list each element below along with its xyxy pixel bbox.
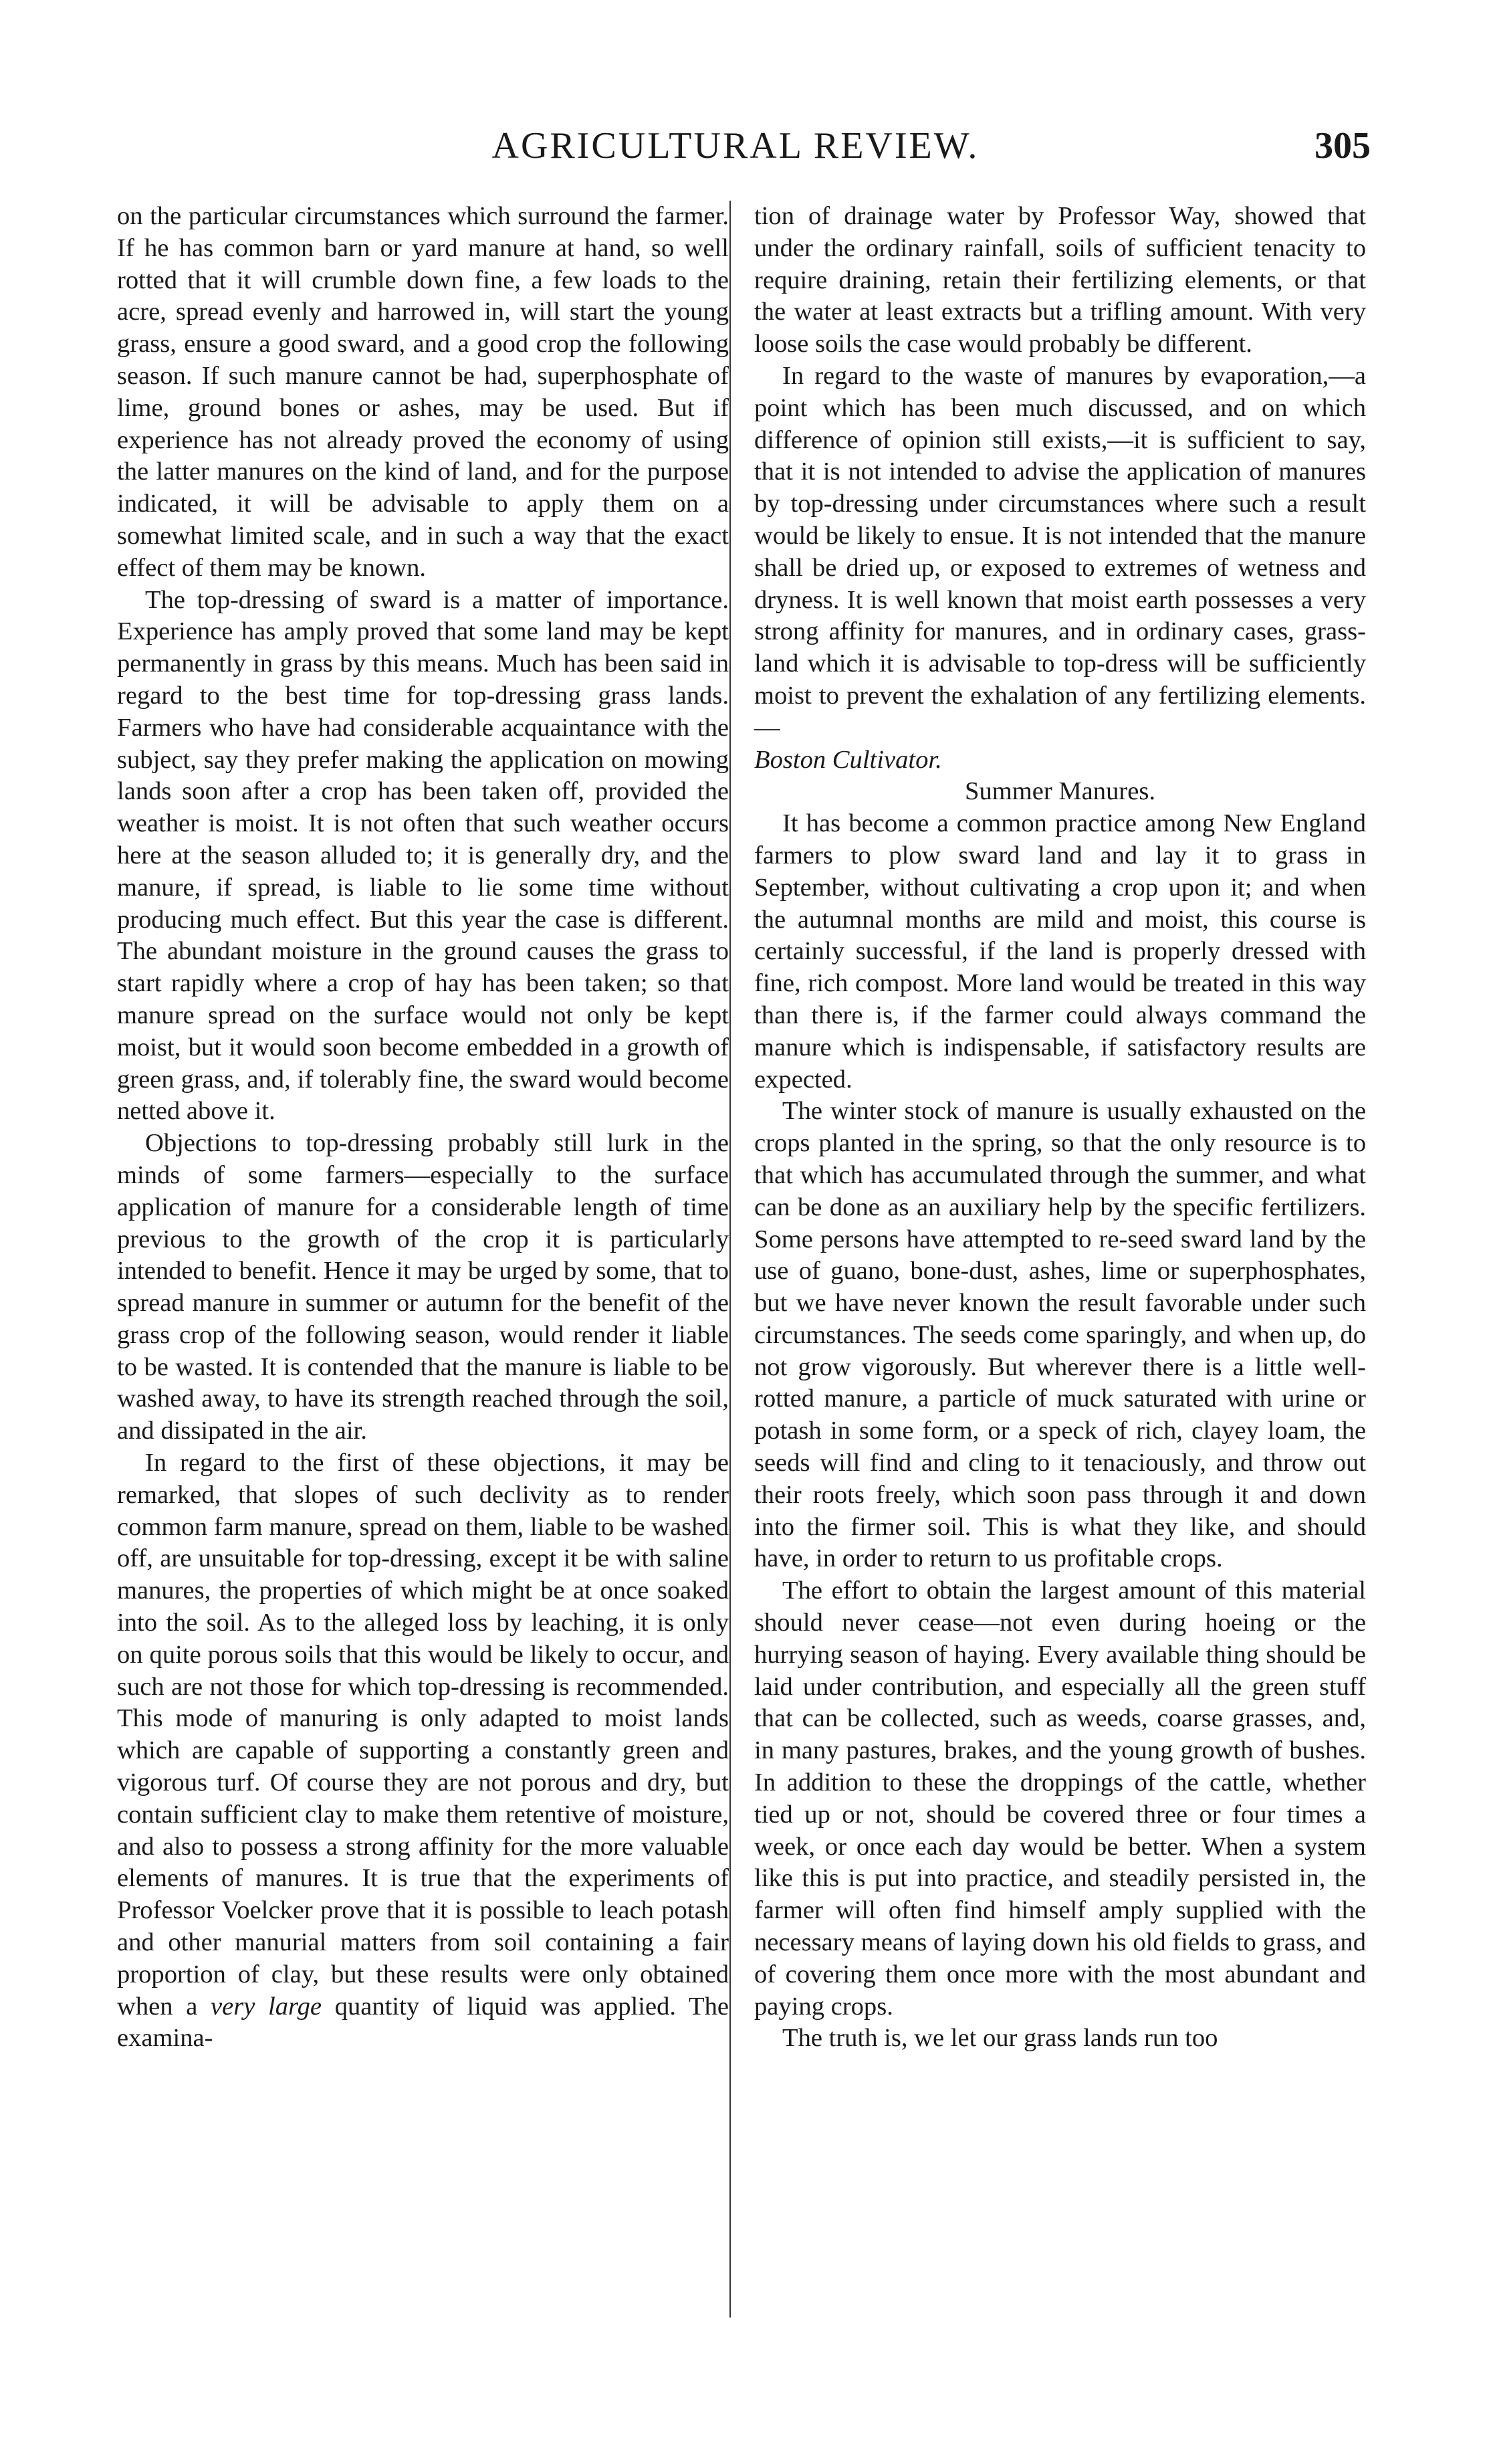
right-column xyxy=(754,201,1366,2055)
section-heading: Summer Manures. xyxy=(964,777,1155,806)
paragraph: on the particular circumstances which surround the farmer. If he has common barn or yard manure at hand, so well rotted that it will crumble down fine, a few loads to the acre, spread evenly and harrowed in, will start the young grass, ensure a good sward, and a good crop the following season. If such manure cannot be had, superphosphate of lime, ground bones or ashes, may be used. But if experience has not already proved the economy of using the latter manures on the kind of land, and for the purpose indicated, it will be advisable to apply them on a somewhat limited scale, and in such a way that the exact effect of them may be known. xyxy=(117,202,729,582)
paragraph: Objections to top-dressing probably still lurk in the minds of some farmers—especially to the surface application of manure for a considerable length of time previous to the growth of the crop it is particularly intended to benefit. Hence it may be urged by some, that to spread manure in summer or autumn for the benefit of the grass crop of the following season, would render it liable to be wasted. It is contended that the manure is liable to be washed away, to have its strength reached through the soil, and dissipated in the air. xyxy=(117,1129,729,1445)
journal-title: AGRICULTURAL REVIEW. xyxy=(491,125,980,167)
paragraph-text: quantity of liquid was applied. The examina- xyxy=(117,1992,729,2053)
paragraph-text: In regard to the first of these objections, it may be remarked, that slopes of such declivity as to render common farm manure, spread on them, liable to be washed off, are unsuitable for top-dressing, except it be with saline manures, the properties of which might be at once soaked into the soil. As to the alleged loss by leaching, it is only on quite porous soils that this would be likely to occur, and such are not those for which top-dressing is recommended. This mode of manuring is only adapted to moist lands which are capable of supporting a constantly green and vigorous turf. Of course they are not porous and dry, but contain sufficient clay to make them retentive of moisture, and also to possess a strong affinity for the more valuable elements of manures. It is true that the experiments of Professor Voelcker prove that it is possible to leach potash and other manurial matters from soil containing a fair proportion of clay, but these results were only obtained when a xyxy=(117,1449,729,2021)
paragraph xyxy=(117,1447,729,2055)
paragraph: It has become a common practice among New England farmers to plow sward land and lay it to grass in September, without cultivating a crop upon it; and when the autumnal months are mild and moist, this course is certainly successful, if the land is properly dressed with fine, rich compost. More land would be treated in this way than there is, if the farmer could always command the manure which is indispensable, if satisfactory results are expected. xyxy=(754,809,1366,1094)
paragraph: The truth is, we let our grass lands run too xyxy=(782,2024,1218,2053)
paragraph: tion of drainage water by Professor Way, showed that under the ordinary rainfall, soils of sufficient tenacity to require draining, retain their fertilizing elements, or that the water at least extracts but a trifling amount. With very loose soils the case would probably be different. xyxy=(754,202,1366,358)
source-attribution: Boston Cultivator. xyxy=(754,745,942,774)
paragraph: The winter stock of manure is usually exhausted on the crops planted in the spring, so that the only resource is to that which has accumulated through the summer, and what can be done as an auxiliary help by the specific fertilizers. Some persons have attempted to re-seed sward land by the use of guano, bone-dust, ashes, lime or superphosphates, but we have never known the result favorable under such circumstances. The seeds come sparingly, and when up, do not grow vigorously. But wherever there is a little well-rotted manure, a particle of muck saturated with urine or potash in some form, or a speck of rich, clayey loam, the seeds will find and cling to it tenaciously, and throw out their roots freely, which soon pass through it and down into the firmer soil. This is what they like, and should have, in order to return to us profitable crops. xyxy=(754,1097,1366,1573)
paragraph: The effort to obtain the largest amount of this material should never cease—not even during hoeing or the hurrying season of haying. Every available thing should be laid under contribution, and especially all the green stuff that can be collected, such as weeds, coarse grasses, and, in many pastures, brakes, and the young growth of bushes. In addition to these the droppings of the cattle, whether tied up or not, should be covered three or four times a week, or once each day would be better. When a system like this is put into practice, and steadily persisted in, the farmer will often find himself amply supplied with the necessary means of laying down his old fields to grass, and of covering them once more with the most abundant and paying crops. xyxy=(754,1576,1366,2021)
paragraph: The top-dressing of sward is a matter of importance. Experience has amply proved that some land may be kept permanently in grass by this means. Much has been said in regard to the best time for top-dressing grass lands. Farmers who have had considerable acquaintance with the subject, say they prefer making the application on mowing lands soon after a crop has been taken off, provided the weather is moist. It is not often that such weather occurs here at the season alluded to; it is generally dry, and the manure, if spread, is liable to lie some time without producing much effect. But this year the case is different. The abundant moisture in the ground causes the grass to start rapidly where a crop of hay has been taken; so that manure spread on the surface would not only be kept moist, but it would soon become embedded in a growth of green grass, and, if tolerably fine, the sward would become netted above it. xyxy=(117,585,729,1126)
running-head xyxy=(100,119,1371,173)
paragraph xyxy=(754,361,1366,776)
page-number: 305 xyxy=(1315,125,1371,167)
emphasis-text: very large xyxy=(211,1992,322,2021)
left-column xyxy=(117,201,729,2055)
paragraph-text: In regard to the waste of manures by evaporation,—a point which has been much discussed, and on which difference of opinion still exists,—it is sufficient to say, that it is not intended to advise the application of manures by top-dressing under circumstances where such a result would be likely to ensue. It is not intended that the manure shall be dried up, or exposed to extremes of wetness and dryness. It is well known that moist earth possesses a very strong affinity for manures, and in ordinary cases, grass-land which it is advisable to top-dress will be sufficiently moist to prevent the exhalation of any fertilizing elements.— xyxy=(754,361,1366,742)
column-divider xyxy=(729,201,731,2318)
